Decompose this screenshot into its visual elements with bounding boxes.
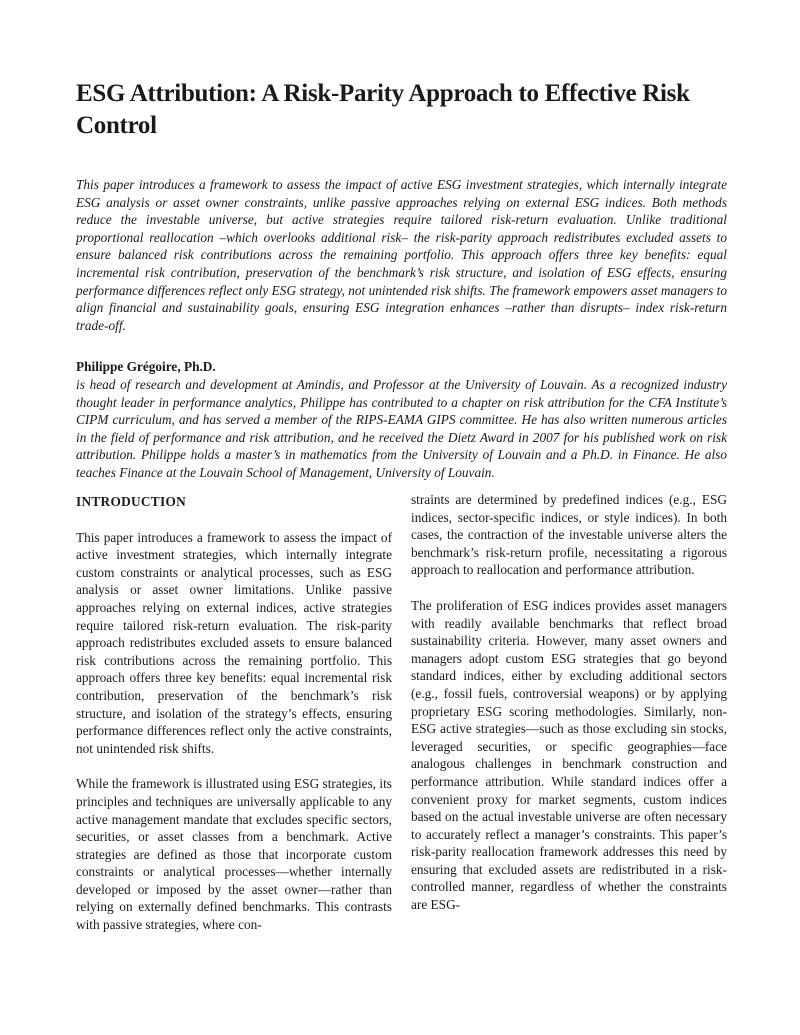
- paragraph: The proliferation of ESG indices provides asset managers with readily available benchmarks that reflect broad sustainability criteria. However, many asset owners and managers adopt custom ESG strategies that go beyond standard indices, either by excluding additional sectors (e.g., fossil fuels, controversial weapons) or by applying proprietary ESG scoring methodologies. Similarly, non-ESG active strategies—such as those excluding sin stocks, leveraged securities, or specific geographies—face analogous challenges in benchmark construction and performance attribution. While standard indices offer a convenient proxy for market segments, custom indices based on the actual investable universe are often necessary to accurately reflect a manager’s constraints. This paper’s risk-parity reallocation framework addresses this need by ensuring that excluded assets are redistributed in a risk-controlled manner, regardless of whether the constraints are ESG-: [411, 597, 727, 913]
- paper-title: ESG Attribution: A Risk-Parity Approach to Effective Risk Control: [76, 80, 690, 139]
- left-column: [76, 491, 392, 952]
- paper-header: [76, 78, 727, 482]
- paragraph: This paper introduces a framework to assess the impact of active investment strategies, which internally integrate custom constraints or analytical processes, such as ESG analysis or asset owner limitations. Unlike passive approaches relying on external indices, active strategies require tailored risk-return evaluation. The risk-parity approach redistributes excluded assets to ensure balanced risk contributions across the remaining portfolio. This approach offers three key benefits: equal incremental risk contribution, preservation of the benchmark’s risk structure, and isolation of the strategy’s effects, ensuring performance differences reflect only the active constraints, not unintended risk shifts.: [76, 529, 392, 756]
- paragraph: straints are determined by predefined indices (e.g., ESG indices, sector-specific indices, or style indices). In both cases, the contraction of the investable universe alters the benchmark’s risk-return profile, necessitating a rigorous approach to reallocation and performance attribution.: [411, 492, 727, 578]
- right-column: [411, 491, 727, 952]
- paragraph: While the framework is illustrated using ESG strategies, its principles and techniques are universally applicable to any active management mandate that excludes specific sectors, securities, or asset classes from a benchmark. Active strategies are defined as those that incorporate custom constraints or analytical processes—whether internally developed or imposed by the asset owner—rather than relying on externally defined benchmarks. This contrasts with passive strategies, where con-: [76, 776, 392, 933]
- body-columns: [76, 491, 727, 952]
- abstract: This paper introduces a framework to assess the impact of active ESG investment strategies, which internally integrate ESG analysis or asset owner constraints, unlike passive approaches relying on external ESG indices. Both methods reduce the investable universe, but active strategies require tailored risk-return evaluation. Unlike traditional proportional reallocation –which overlooks additional risk– the risk-parity approach redistributes excluded assets to ensure balanced risk contributions across the remaining portfolio. This approach offers three key benefits: equal incremental risk contribution, preservation of the benchmark’s risk structure, and isolation of ESG effects, ensuring performance differences reflect only ESG strategy, not unintended risk shifts. The framework empowers asset managers to align financial and sustainability goals, ensuring ESG integration enhances –rather than disrupts– index risk-return trade-off.: [76, 177, 727, 333]
- author-bio: is head of research and development at Amindis, and Professor at the University of Louvain. As a recognized industry thought leader in performance analytics, Philippe has contributed to a chapter on risk attribution for the CFA Institute’s CIPM curriculum, and has served a member of the RIPS-EAMA GIPS committee. He has also written numerous articles in the field of performance and risk attribution, and he received the Dietz Award in 2007 for his published work on risk attribution. Philippe holds a master’s in mathematics from the University of Louvain and a Ph.D. in Finance. He also teaches Finance at the Louvain School of Management, University of Louvain.: [76, 376, 727, 480]
- author-name: Philippe Grégoire, Ph.D.: [76, 359, 216, 375]
- section-heading-introduction: INTRODUCTION: [76, 494, 186, 509]
